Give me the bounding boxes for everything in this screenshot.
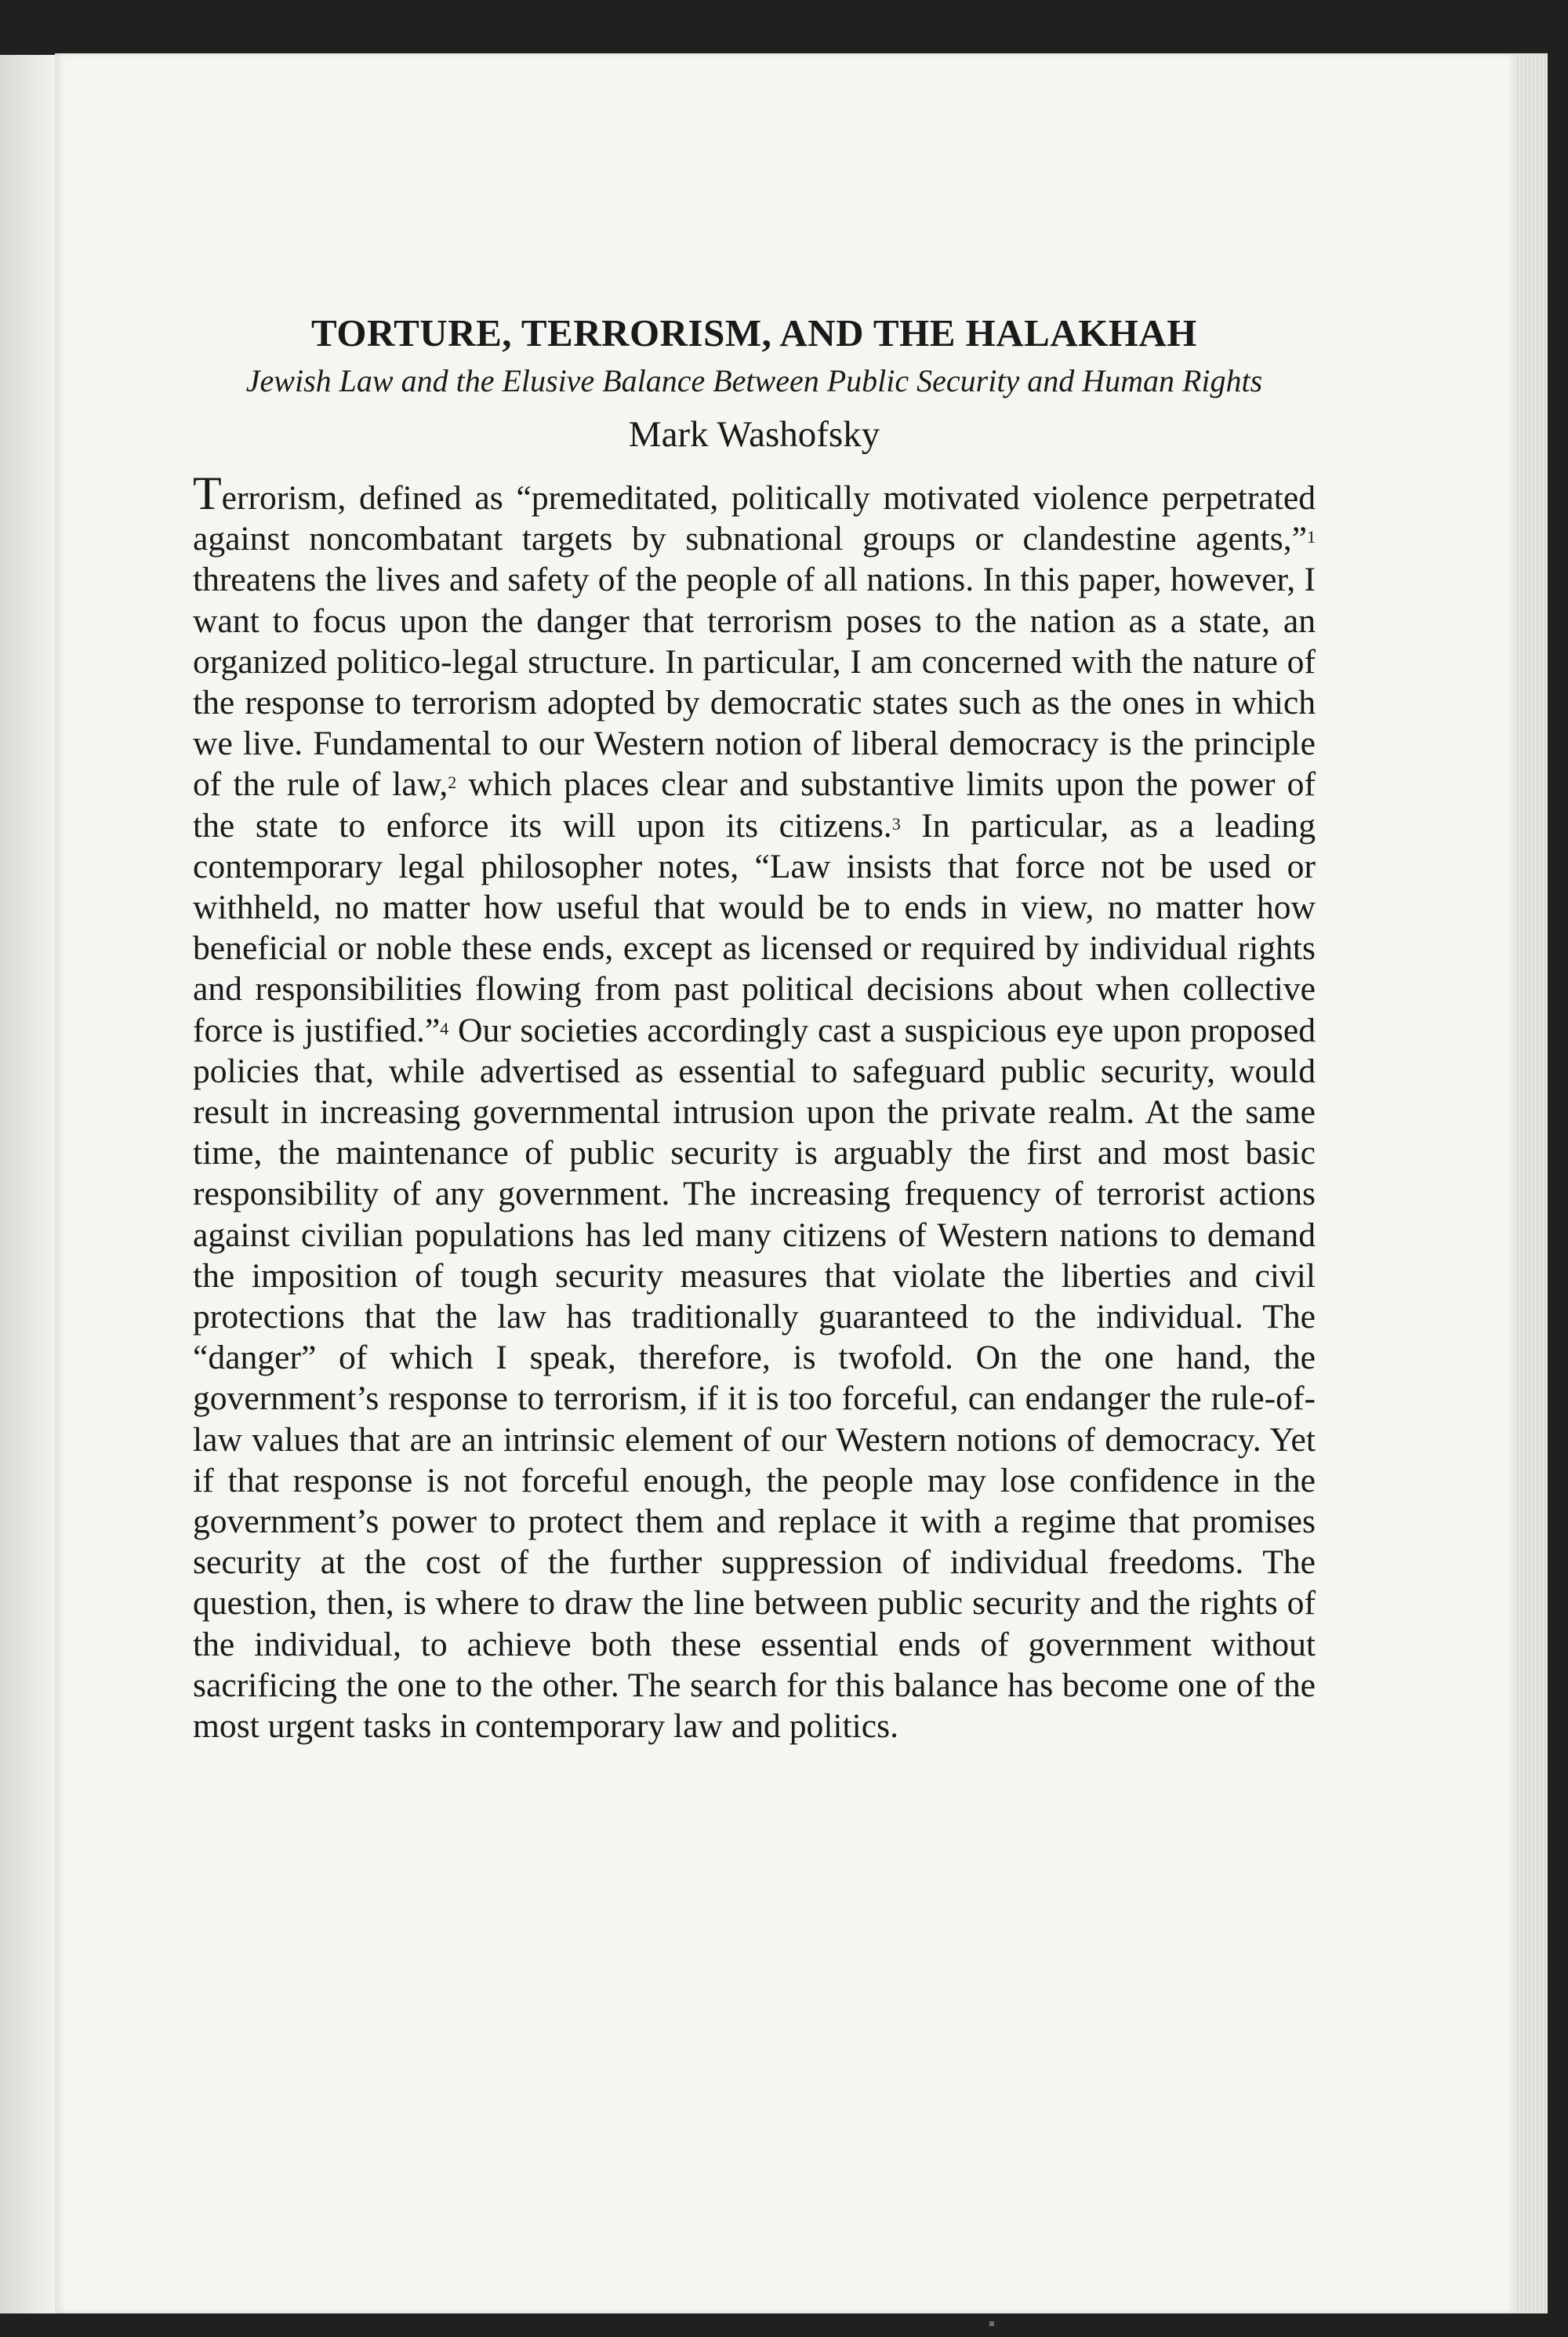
article-title: TORTURE, TERRORISM, AND THE HALAKHAH [311, 311, 1197, 354]
binding-mark [989, 2321, 994, 2326]
page-stack-edge [1515, 53, 1548, 2313]
footnote-mark: 1 [1307, 527, 1316, 547]
body-paragraph [193, 467, 1316, 1746]
body-text-segment: which places clear and substantive limits upon the power of the state to enforce its will upon its citizens. [193, 765, 1316, 845]
article-author: Mark Washofsky [628, 414, 880, 455]
drop-cap: T [193, 467, 222, 519]
article-content [193, 310, 1316, 1746]
footnote-mark: 4 [440, 1018, 449, 1038]
body-text-segment: threatens the lives and safety of the people of all nations. In this paper, however, I want to focus upon the danger that terrorism poses to the nation as a state, an organized politico-legal structure. In particular, I am concerned with the nature of the response to terrorism adopted by democratic states such as the ones in which we live. Fundamental to our Western notion of liberal democracy is the principle of the rule of law, [193, 561, 1316, 804]
body-text-segment: Our societies accordingly cast a suspicious eye upon proposed policies that, while advertised as essential to safeguard public security, would result in increasing governmental intrusion upon the private realm. At the same time, the maintenance of public security is arguably the first and most basic responsibility of any government. The increasing frequency of terrorist actions against civilian populations has led many citizens of Western nations to demand the imposition of tough security measures that violate the liberties and civil protections that the law has traditionally guaranteed to the individual. The “danger” of which I speak, therefore, is twofold. On the one hand, the government’s response to terrorism, if it is too forceful, can endanger the rule-of-law values that are an intrinsic element of our Western notions of democracy. Yet if that response is not forceful enough, the people may lose confidence in the government’s power to protect them and replace it with a regime that promises security at the cost of the further suppression of individual freedoms. The question, then, is where to draw the line between public security and the rights of the individual, to achieve both these essential ends of government without sacrificing the one to the other. The search for this balance has become one of the most urgent tasks in contemporary law and politics. [193, 1011, 1316, 1746]
article-subtitle: Jewish Law and the Elusive Balance Between Public Security and Human Rights [245, 363, 1263, 398]
footnote-mark: 3 [891, 813, 901, 834]
body-text-segment: errorism, defined as “premeditated, politically motivated violence perpetrated against noncombatant targets by subnational groups or clandestine agents,” [193, 479, 1316, 558]
body-text-segment: In particular, as a leading contemporary legal philosopher notes, “Law insists that force not be used or withheld, no matter how useful that would be to ends in view, no matter how beneficial or noble these ends, except as licensed or required by individual rights and responsibilities flowing from past political decisions about when collective force is justified.” [193, 806, 1316, 1049]
footnote-mark: 2 [448, 772, 457, 793]
